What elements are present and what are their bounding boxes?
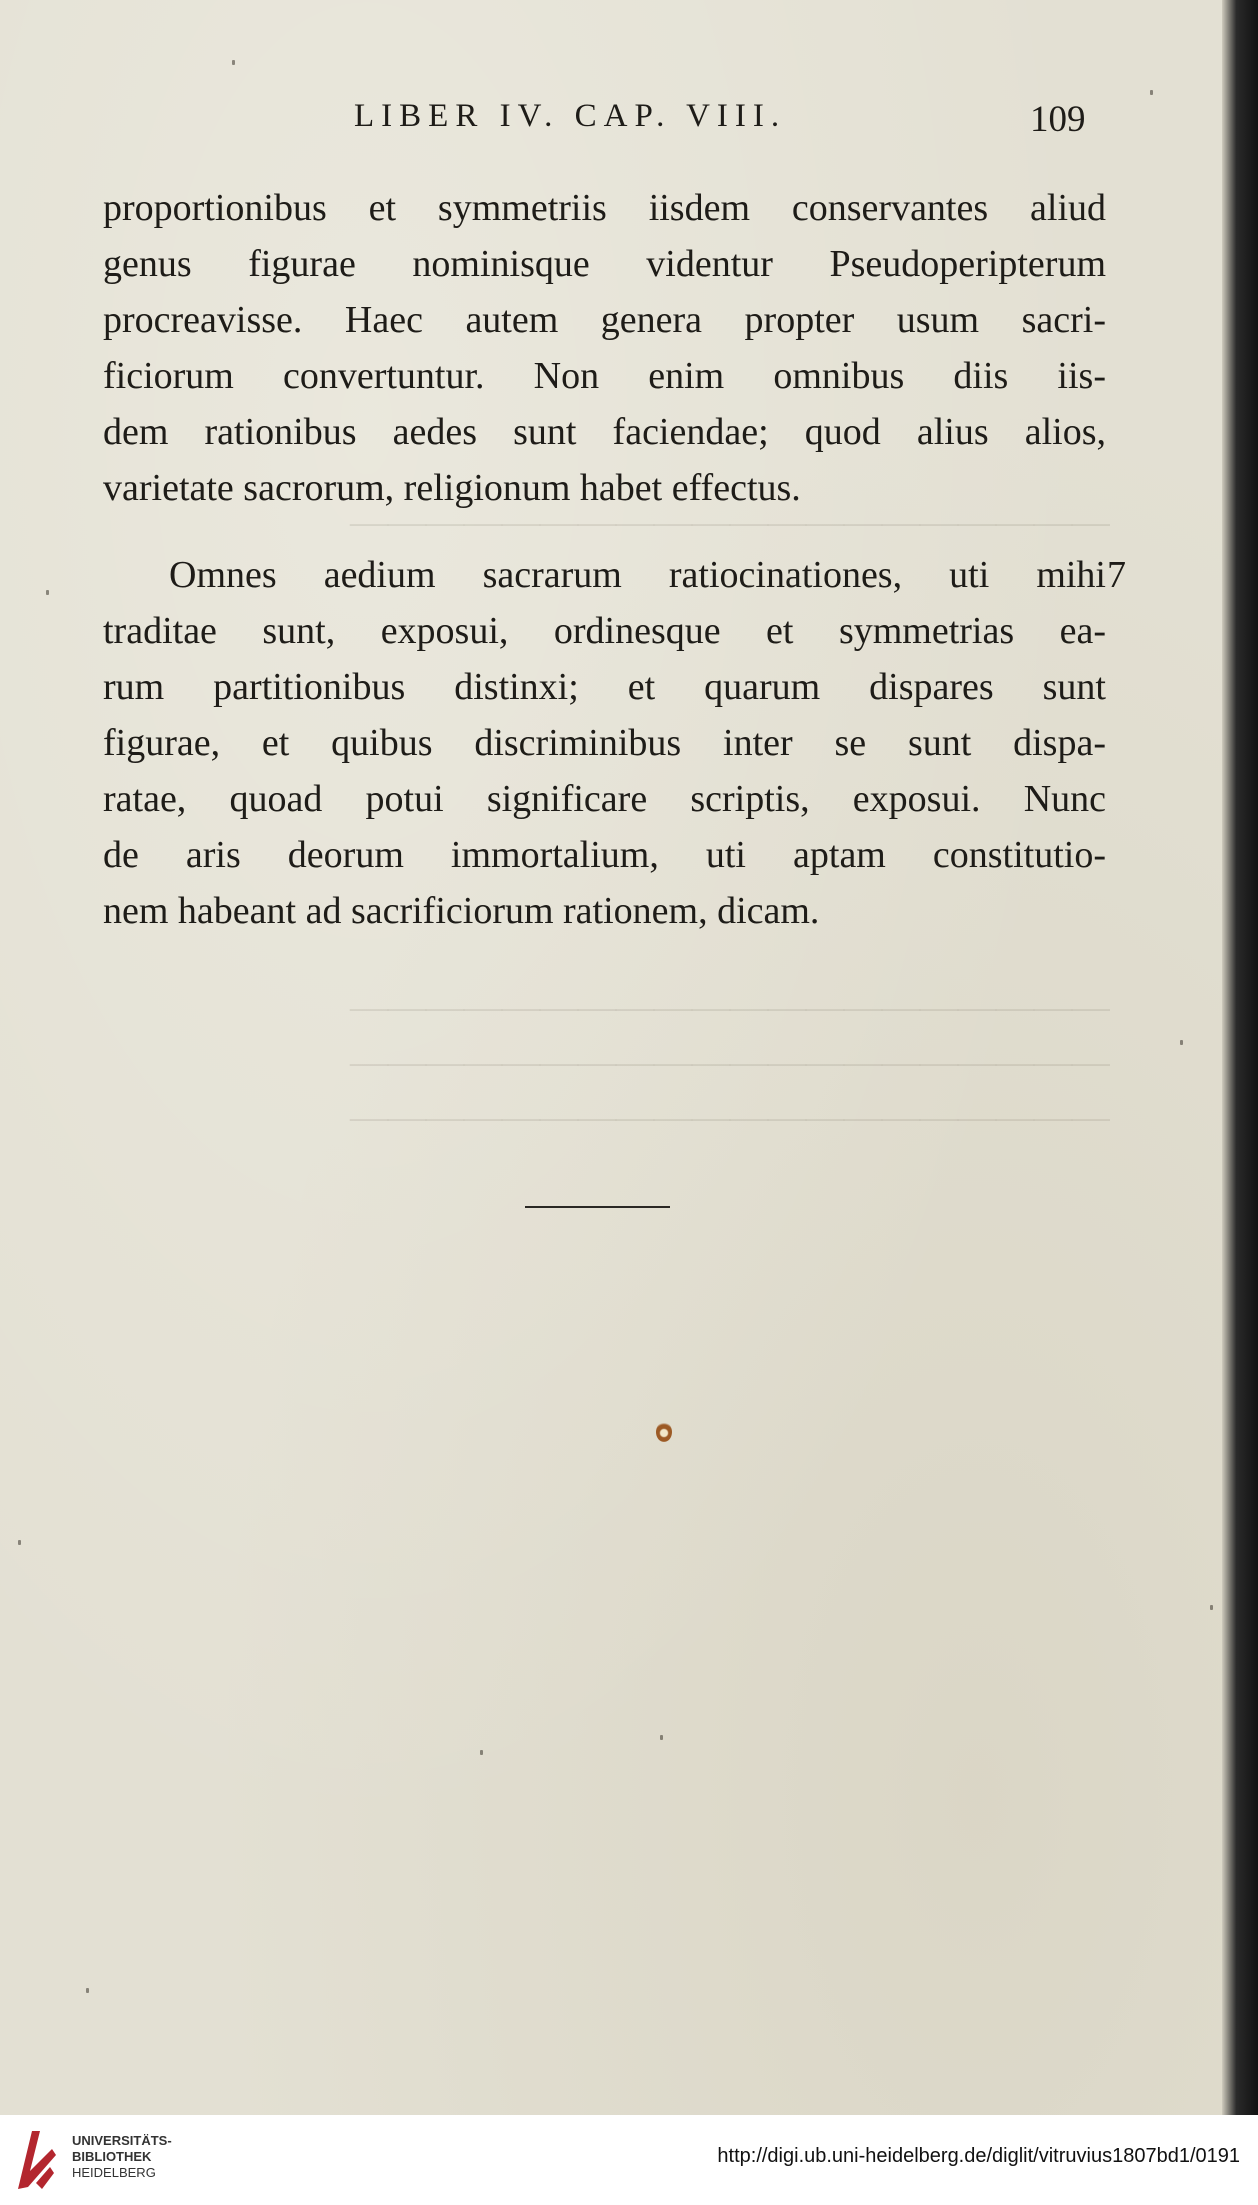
paper-speck bbox=[1150, 90, 1153, 95]
text-line: figurae, et quibus discriminibus inter se sunt dispa- bbox=[103, 722, 1106, 764]
text-line: rum partitionibus distinxi; et quarum dispares sunt bbox=[103, 666, 1106, 708]
paper-speck bbox=[660, 1735, 663, 1740]
paper-speck bbox=[86, 1988, 89, 1993]
paper-speck bbox=[1210, 1605, 1213, 1610]
text-line: varietate sacrorum, religionum habet effectus. bbox=[103, 467, 801, 509]
paper-speck bbox=[480, 1750, 483, 1755]
section-divider bbox=[525, 1206, 670, 1208]
text-line: traditae sunt, exposui, ordinesque et symmetrias ea- bbox=[103, 610, 1106, 652]
text-line: ratae, quoad potui significare scriptis, exposui. Nunc bbox=[103, 778, 1106, 820]
paper-speck bbox=[1180, 1040, 1183, 1045]
library-name bbox=[72, 2133, 172, 2181]
text-line: nem habeant ad sacrificiorum rationem, dicam. bbox=[103, 890, 820, 932]
paper-speck bbox=[18, 1540, 21, 1545]
library-name-line: HEIDELBERG bbox=[72, 2165, 156, 2180]
footer-bar bbox=[0, 2115, 1258, 2205]
text-line: procreavisse. Haec autem genera propter usum sacri- bbox=[103, 299, 1106, 341]
library-name-line: BIBLIOTHEK bbox=[72, 2149, 152, 2164]
running-title: LIBER IV. CAP. VIII. bbox=[354, 98, 787, 134]
ink-stain bbox=[656, 1422, 672, 1442]
text-line: Omnes aedium sacrarum ratiocinationes, uti mihi bbox=[169, 554, 1106, 596]
paragraph-2 bbox=[103, 547, 1106, 939]
show-through-line: ———————————————————— bbox=[350, 501, 1110, 543]
show-through-line: ———————————————————— bbox=[350, 1041, 1110, 1083]
running-head bbox=[0, 98, 1222, 148]
source-url-link[interactable]: http://digi.ub.uni-heidelberg.de/diglit/vitruvius1807bd1/0191 bbox=[717, 2145, 1240, 2167]
library-name-line: UNIVERSITÄTS- bbox=[72, 2133, 172, 2148]
paragraph-1 bbox=[103, 180, 1106, 516]
show-through-line: ———————————————————— bbox=[350, 986, 1110, 1028]
page-number: 109 bbox=[1030, 99, 1086, 140]
show-through-line: ———————————————————— bbox=[350, 1096, 1110, 1138]
text-line: dem rationibus aedes sunt faciendae; quod alius alios, bbox=[103, 411, 1106, 453]
page-edge-shadow bbox=[1222, 0, 1258, 2115]
text-line: genus figurae nominisque videntur Pseudoperipterum bbox=[103, 243, 1106, 285]
text-line: de aris deorum immortalium, uti aptam constitutio- bbox=[103, 834, 1106, 876]
university-library-logo-icon bbox=[12, 2123, 60, 2195]
paper-speck bbox=[46, 590, 49, 595]
paper-speck bbox=[232, 60, 235, 65]
margin-section-number: 7 bbox=[1107, 554, 1126, 596]
text-line: proportionibus et symmetriis iisdem conservantes aliud bbox=[103, 187, 1106, 229]
text-line: ficiorum convertuntur. Non enim omnibus diis iis- bbox=[103, 355, 1106, 397]
